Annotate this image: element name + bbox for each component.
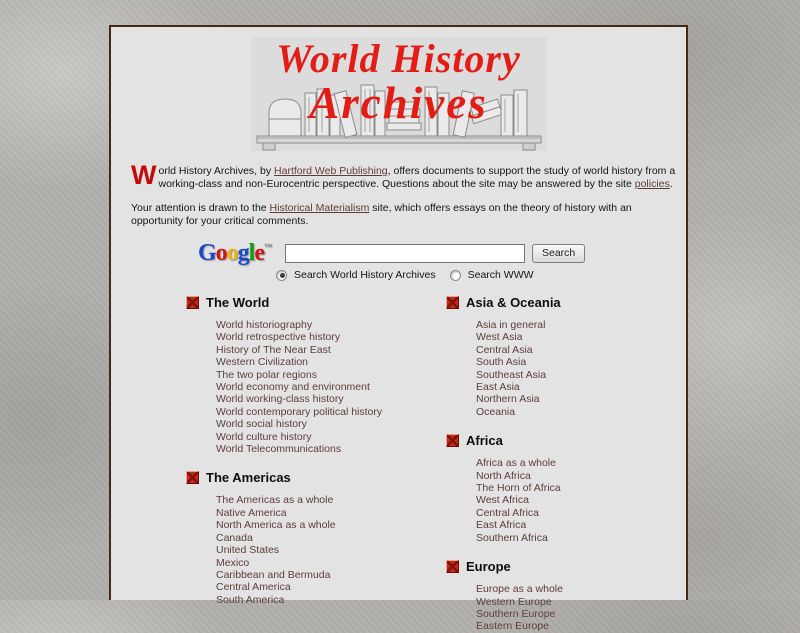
section-header xyxy=(446,295,676,310)
list-item[interactable]: Europe as a whole xyxy=(476,583,563,596)
list-item[interactable]: Central America xyxy=(216,581,291,594)
intro-paragraph-1 xyxy=(131,160,678,190)
list-item[interactable]: Central Africa xyxy=(476,506,540,519)
section-title: The Americas xyxy=(206,470,291,486)
list-item[interactable]: North America as a whole xyxy=(216,519,336,532)
radio-search-archives[interactable] xyxy=(276,270,287,281)
list-item[interactable]: United States xyxy=(216,544,280,557)
section-header xyxy=(446,433,676,448)
logo-title-line1: World History xyxy=(276,36,521,81)
historical-materialism-link[interactable]: Historical Materialism xyxy=(269,202,370,214)
list-item[interactable]: East Africa xyxy=(476,519,527,532)
google-letter: G xyxy=(198,240,216,266)
search-input[interactable] xyxy=(285,244,525,263)
logo-title-line2: Archives xyxy=(309,78,488,128)
list-item[interactable]: Northern Asia xyxy=(476,393,540,406)
list-item[interactable]: The two polar regions xyxy=(216,368,317,381)
section-title: Europe xyxy=(466,559,511,575)
section-header xyxy=(186,470,446,485)
section-europe xyxy=(446,559,676,633)
intro-text xyxy=(131,160,678,227)
trademark-symbol: ™ xyxy=(264,242,272,251)
intro-p1-text1: orld History Archives, by xyxy=(158,165,275,177)
red-x-bullet-icon xyxy=(186,471,199,484)
radio-search-www[interactable] xyxy=(450,270,461,281)
radio-search-www-label: Search WWW xyxy=(467,269,534,281)
red-x-bullet-icon xyxy=(446,434,459,447)
dropcap-w: W xyxy=(131,160,157,190)
list-item[interactable]: West Africa xyxy=(476,494,529,507)
section-header xyxy=(446,559,676,574)
list-item[interactable]: World retrospective history xyxy=(216,331,341,344)
list-item[interactable]: Native America xyxy=(216,506,287,519)
google-letter: o xyxy=(215,240,227,266)
search-scope-options xyxy=(276,269,686,281)
list-item[interactable]: Caribbean and Bermuda xyxy=(216,568,331,581)
section-asia-oceania xyxy=(446,295,676,418)
red-x-bullet-icon xyxy=(186,296,199,309)
list-item[interactable]: World culture history xyxy=(216,430,312,443)
list-item[interactable]: Southern Europe xyxy=(476,607,556,620)
list-item[interactable]: World historiography xyxy=(216,319,313,331)
list-item[interactable]: Western Europe xyxy=(476,595,552,608)
red-x-bullet-icon xyxy=(446,560,459,573)
list-item[interactable]: Western Civilization xyxy=(216,356,309,369)
google-logo xyxy=(198,242,272,264)
radio-search-archives-label: Search World History Archives xyxy=(294,269,436,281)
column-left xyxy=(186,295,446,633)
list-item[interactable]: World social history xyxy=(216,418,307,431)
list-item[interactable]: World Telecommunications xyxy=(216,443,342,456)
main-content xyxy=(109,25,688,633)
section-list xyxy=(476,319,676,418)
intro-p1-text3: . xyxy=(669,177,673,190)
list-item[interactable]: World contemporary political history xyxy=(216,405,383,418)
hartford-web-publishing-link[interactable]: Hartford Web Publishing xyxy=(274,165,388,177)
list-item[interactable]: South America xyxy=(216,593,285,606)
list-item[interactable]: The Americas as a whole xyxy=(216,494,334,507)
search-button[interactable]: Search xyxy=(532,244,585,263)
section-the-world xyxy=(186,295,446,455)
section-title: The World xyxy=(206,295,270,310)
column-right xyxy=(446,295,676,633)
section-africa xyxy=(446,433,676,544)
list-item[interactable]: North Africa xyxy=(476,469,531,482)
section-title: Africa xyxy=(466,433,503,449)
list-item[interactable]: Oceania xyxy=(476,405,516,418)
google-letter: g xyxy=(237,240,249,266)
list-item[interactable]: Mexico xyxy=(216,556,250,569)
section-list xyxy=(216,494,446,606)
list-item[interactable]: Eastern Europe xyxy=(476,620,549,633)
section-title: Asia & Oceania xyxy=(466,295,561,310)
list-item[interactable]: The Horn of Africa xyxy=(476,482,561,495)
search-bar xyxy=(198,242,686,264)
intro-paragraph-2 xyxy=(131,202,678,227)
site-logo xyxy=(251,37,547,151)
policies-link[interactable]: policies xyxy=(634,177,670,190)
list-item[interactable]: South Asia xyxy=(476,356,527,369)
list-item[interactable]: History of The Near East xyxy=(216,343,331,356)
list-item[interactable]: Asia in general xyxy=(476,319,546,331)
list-item[interactable]: Africa as a whole xyxy=(476,457,556,470)
list-item[interactable]: West Asia xyxy=(476,331,523,344)
list-item[interactable]: World working-class history xyxy=(216,393,344,406)
category-columns xyxy=(186,295,686,633)
red-x-bullet-icon xyxy=(446,296,459,309)
list-item[interactable]: Canada xyxy=(216,531,253,544)
section-the-americas xyxy=(186,470,446,606)
intro-p2-text2: site, which offers essays on the theory of history with an opportunity for your critical comments. xyxy=(131,202,632,227)
google-letter: l xyxy=(248,240,255,266)
section-list xyxy=(476,457,676,544)
intro-p1-text2: , offers documents to support the study of world history from a working-class and non-Eurocentric perspective. Questions about the site may be answered by the site xyxy=(158,165,676,190)
intro-p2-text1: Your attention is drawn to the xyxy=(131,202,270,214)
section-header xyxy=(186,295,446,310)
google-letter: e xyxy=(254,240,264,266)
list-item[interactable]: Southern Africa xyxy=(476,531,548,544)
list-item[interactable]: Central Asia xyxy=(476,343,533,356)
section-list xyxy=(216,319,446,455)
list-item[interactable]: World economy and environment xyxy=(216,381,370,394)
section-list xyxy=(476,583,676,633)
list-item[interactable]: East Asia xyxy=(476,381,520,394)
google-letter: o xyxy=(226,240,238,266)
list-item[interactable]: Southeast Asia xyxy=(476,368,547,381)
